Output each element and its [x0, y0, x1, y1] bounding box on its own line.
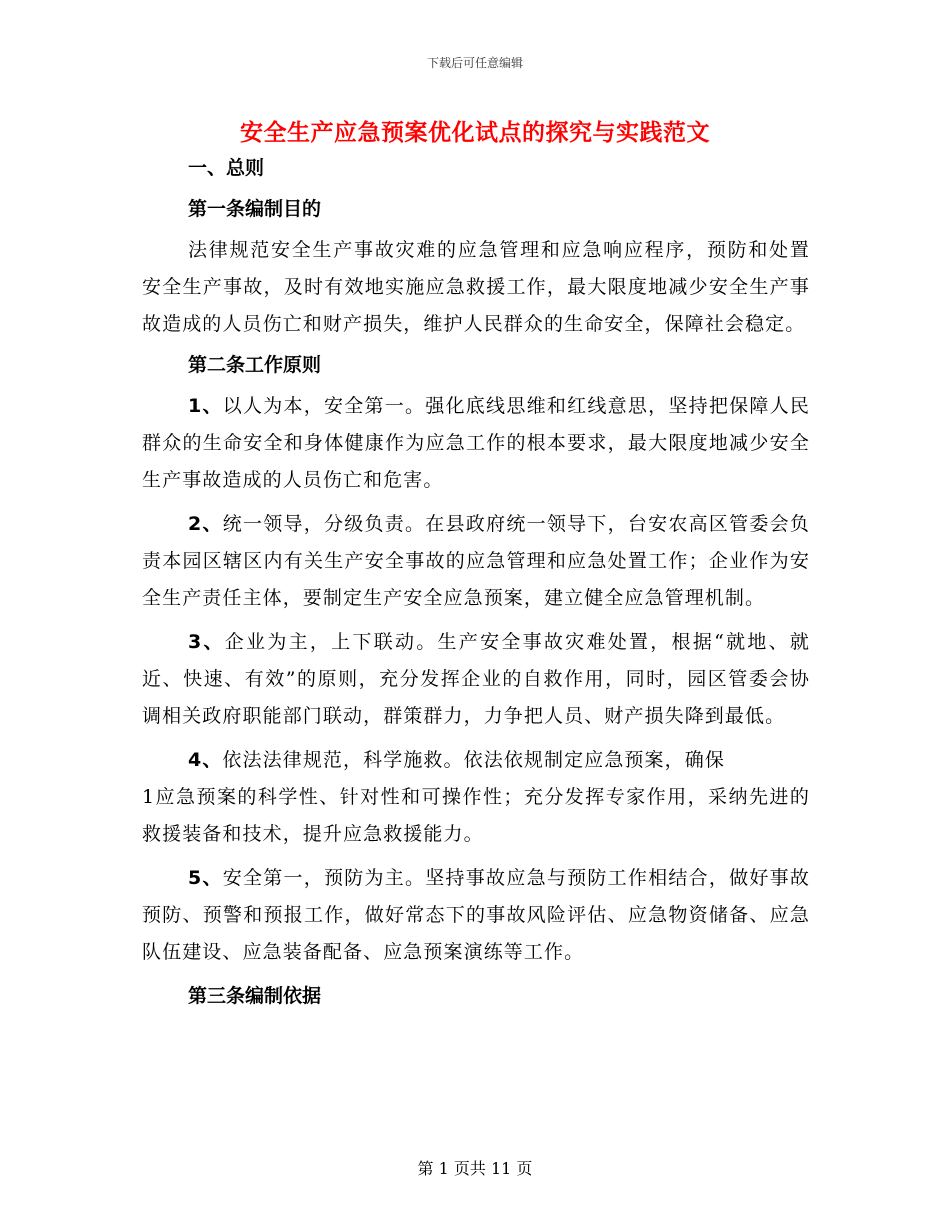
- principle-5-number: 5、: [188, 867, 223, 889]
- principle-1-text: 以人为本，安全第一。强化底线思维和红线意思，坚持把保障人民群众的生命安全和身体健康作为应急工作的根本要求，最大限度地减少安全生产事故造成的人员伤亡和危害。: [142, 395, 810, 491]
- principle-3-text: 企业为主，上下联动。生产安全事故灾难处置，根据“就地、就近、快速、有效”的原则，充分发挥企业的自救作用，同时，园区管委会协调相关政府职能部门联动，群策群力，力争把人员、财产损失降到最低。: [142, 631, 811, 727]
- principle-2-text: 统一领导，分级负责。在县政府统一领导下，台安农高区管委会负责本园区辖区内有关生产安全事故的应急管理和应急处置工作；企业作为安全生产责任主体，要制定生产安全应急预案，建立健全应急管理机制。: [142, 513, 810, 609]
- chapter-heading-general: 一、总则: [188, 157, 265, 179]
- principle-5-paragraph: [142, 860, 810, 971]
- principle-3-paragraph: [142, 624, 810, 735]
- principle-5-text: 安全第一，预防为主。坚持事故应急与预防工作相结合，做好事故预防、预警和预报工作，做好常态下的事故风险评估、应急物资储备、应急队伍建设、应急装备配备、应急预案演练等工作。: [142, 867, 810, 963]
- principle-3-number: 3、: [188, 631, 225, 653]
- article-2-heading: 第二条工作原则: [188, 354, 322, 376]
- page-number-footer: 第 1 页共 11 页: [417, 1159, 533, 1178]
- article-1-paragraph: 法律规范安全生产事故灾难的应急管理和应急响应程序，预防和处置安全生产事故，及时有效地实施应急救援工作，最大限度地减少安全生产事故造成的人员伤亡和财产损失，维护人民群众的生命安全，保障社会稳定。: [142, 239, 810, 335]
- article-1-heading: 第一条编制目的: [188, 198, 322, 220]
- page-header: 下载后可任意编辑: [426, 56, 523, 70]
- principle-2-number: 2、: [188, 513, 223, 535]
- principle-4-number: 4、: [188, 749, 223, 771]
- document-title: 安全生产应急预案优化试点的探究与实践范文: [240, 120, 710, 146]
- article-3-heading: 第三条编制依据: [188, 985, 322, 1007]
- principle-1-paragraph: [142, 388, 810, 499]
- principle-2-paragraph: [142, 506, 810, 617]
- principle-4-text: 依法法律规范，科学施救。依法依规制定应急预案，确保: [222, 749, 725, 771]
- principle-1-number: 1、: [188, 395, 223, 417]
- principle-4-continuation: 1应急预案的科学性、针对性和可操作性；充分发挥专家作用，采纳先进的救援装备和技术，提升应急救援能力。: [142, 786, 810, 845]
- principle-4-paragraph: [142, 742, 810, 779]
- document-body: [142, 150, 810, 1015]
